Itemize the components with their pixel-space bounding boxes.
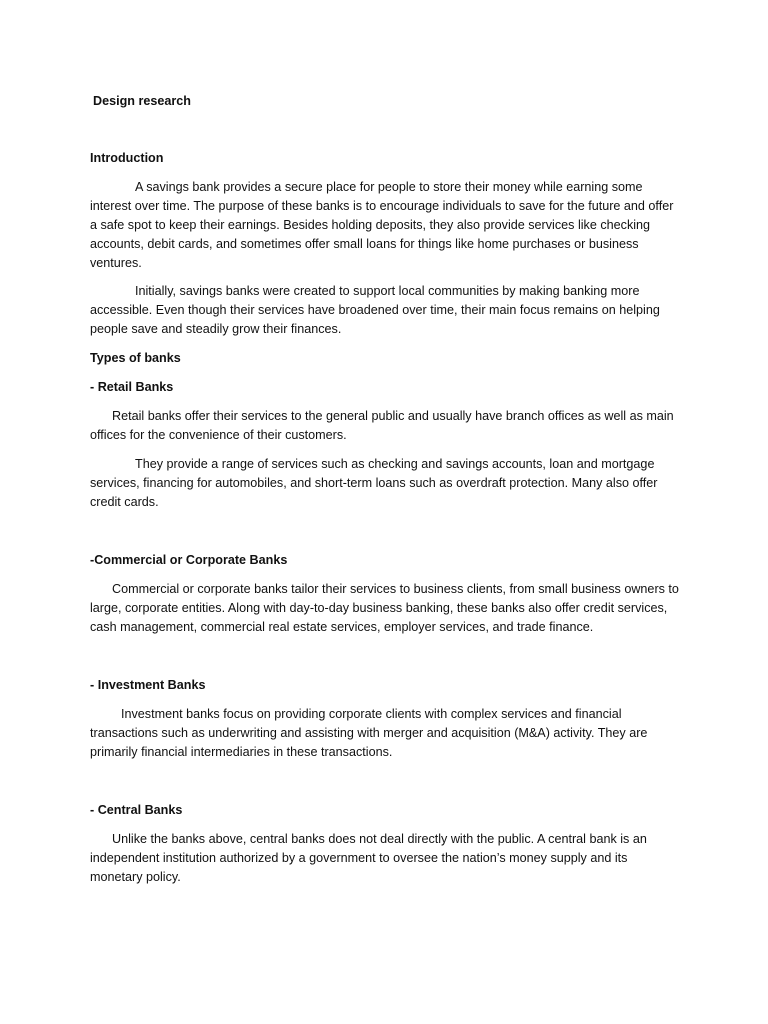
retail-banks-heading: - Retail Banks: [90, 380, 174, 394]
types-of-banks-heading: Types of banks: [90, 351, 181, 365]
central-banks-heading: - Central Banks: [90, 803, 183, 817]
introduction-paragraph-1: A savings bank provides a secure place for people to store their money while earning some interest over time. The purpose of these banks is to encourage individuals to save for the future and offer a safe spot to keep their earnings. Besides holding deposits, they also provide services like checking accounts, debit cards, and sometimes offer small loans for things like home purchases or business ventures.: [90, 180, 674, 270]
introduction-heading: Introduction: [90, 151, 164, 165]
central-banks-paragraph: Unlike the banks above, central banks does not deal directly with the public. A central bank is an independent institution authorized by a government to oversee the nation’s money supply and its monetary policy.: [90, 832, 647, 884]
commercial-banks-paragraph: Commercial or corporate banks tailor their services to business clients, from small business owners to large, corporate entities. Along with day-to-day business banking, these banks also offer credit services, cash management, commercial real estate services, employer services, and trade finance.: [90, 582, 679, 634]
investment-banks-paragraph: Investment banks focus on providing corporate clients with complex services and financial transactions such as underwriting and assisting with merger and acquisition (M&A) activity. They are primarily financial intermediaries in these transactions.: [90, 707, 648, 759]
document-title: Design research: [93, 94, 192, 108]
document-page: [90, 92, 680, 887]
retail-banks-paragraph-2: They provide a range of services such as checking and savings accounts, loan and mortgage services, financing for automobiles, and short-term loans such as overdraft protection. Many also offer credit cards.: [90, 457, 658, 509]
retail-banks-paragraph-1: Retail banks offer their services to the general public and usually have branch offices as well as main offices for the convenience of their customers.: [90, 409, 674, 442]
introduction-paragraph-2: Initially, savings banks were created to support local communities by making banking more accessible. Even though their services have broadened over time, their main focus remains on helping people save and steadily grow their finances.: [90, 284, 660, 336]
commercial-banks-heading: -Commercial or Corporate Banks: [90, 553, 288, 567]
investment-banks-heading: - Investment Banks: [90, 678, 206, 692]
